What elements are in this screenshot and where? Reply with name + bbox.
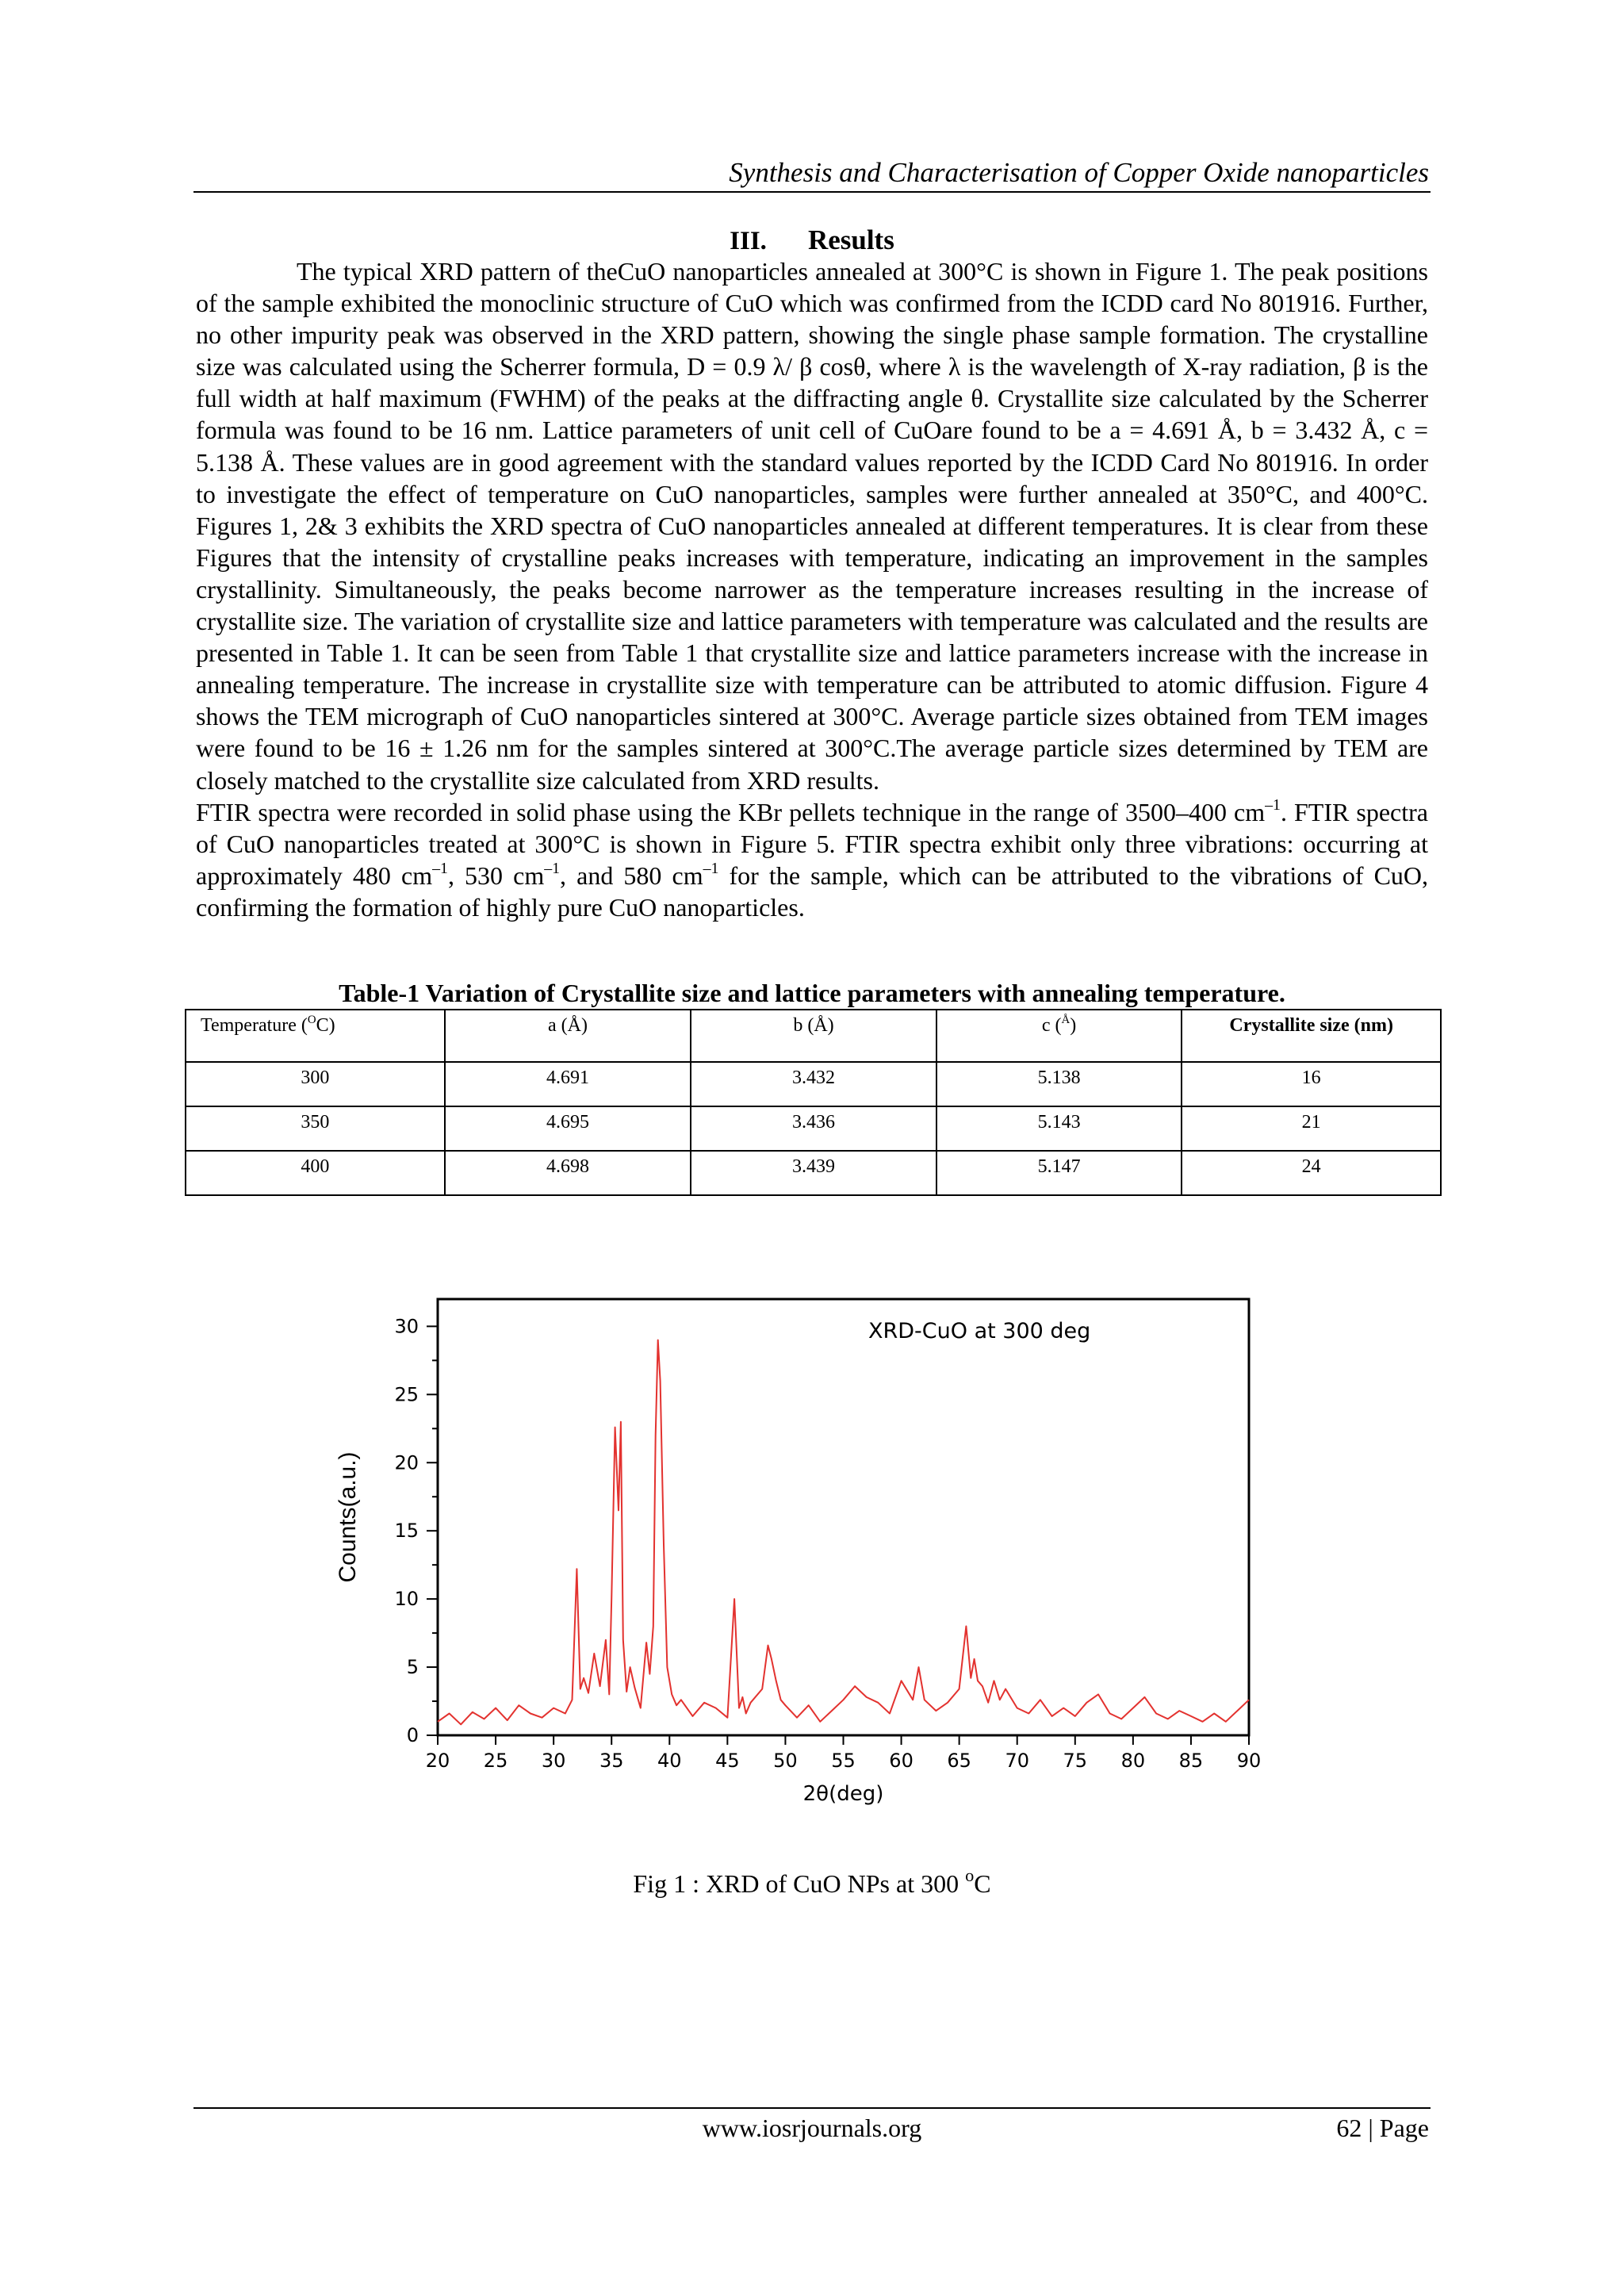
- crystallite-table: [185, 1009, 1442, 1196]
- cell-size: 21: [1182, 1106, 1441, 1151]
- x-tick-label: 85: [1178, 1750, 1204, 1772]
- x-tick-label: 30: [541, 1750, 566, 1772]
- chart-title: XRD-CuO at 300 deg: [868, 1319, 1091, 1343]
- cell-c: 5.143: [936, 1106, 1182, 1151]
- running-title: Synthesis and Characterisation of Copper Oxide nanoparticles: [729, 157, 1429, 188]
- y-tick-label: 5: [406, 1656, 419, 1679]
- paragraph-ftir: FTIR spectra were recorded in solid phase using the KBr pellets technique in the range of 3500–400 $cm^{-1}$. FTIR spectra of CuO nanoparticles treated at 300°C is shown in Figure 5. FTIR spectra exhibit only three vibrations: occurring at approximately 480 $cm^{-1}$, 530 $cm^{-1}$, and 580 $cm^{-1}$ for the sample, which can be attributed to the vibrations of CuO, confirming the formation of highly pure CuO nanoparticles.: [196, 795, 1429, 922]
- cell-c: 5.138: [936, 1062, 1182, 1106]
- table-row: [186, 1106, 1441, 1151]
- section-title: Results: [807, 224, 894, 255]
- figure-caption: Fig 1 : XRD of CuO NPs at 300 $^o$C: [633, 1865, 991, 1898]
- cell-c: 5.147: [936, 1151, 1182, 1195]
- x-tick-label: 90: [1236, 1750, 1262, 1772]
- y-tick-label: 0: [406, 1724, 419, 1746]
- cell-b: 3.432: [691, 1062, 936, 1106]
- footer-url: www.iosrjournals.org: [702, 2114, 922, 2142]
- cell-size: 24: [1182, 1151, 1441, 1195]
- cell-temperature: 300: [186, 1062, 445, 1106]
- x-tick-label: 35: [599, 1750, 624, 1772]
- section-number: III.: [730, 227, 767, 255]
- header-rule: [193, 191, 1431, 193]
- x-tick-label: 45: [715, 1750, 740, 1772]
- paragraph-xrd: The typical XRD pattern of theCuO nanoparticles annealed at 300°C is shown in Figure 1. The peak positions of the sample exhibited the monoclinic structure of CuO which was confirmed from the ICDD card No 801916. Further, no other impurity peak was observed in the XRD pattern, showing the single phase sample formation. The crystalline size was calculated using the Scherrer formula, D = 0.9 λ/ β cosθ, where λ is the wavelength of X-ray radiation, β is the full width at half maximum (FWHM) of the peaks at the diffracting angle θ. Crystallite size calculated by the Scherrer formula was found to be 16 nm. Lattice parameters of unit cell of CuOare found to be a = 4.691 Å, b = 3.432 Å, c = 5.138 Å. These values are in good agreement with the standard values reported by the ICDD Card No 801916. In order to investigate the effect of temperature on CuO nanoparticles, samples were further annealed at 350°C, and 400°C. Figures 1, 2& 3 exhibits the XRD spectra of CuO nanoparticles annealed at different temperatures. It is clear from these Figures that the intensity of crystalline peaks increases with temperature, indicating an improvement in the samples crystallinity. Simultaneously, the peaks become narrower as the temperature increases resulting in the increase of crystallite size. The variation of crystallite size and lattice parameters with temperature was calculated and the results are presented in Table 1. It can be seen from Table 1 that crystallite size and lattice parameters increase with the increase in annealing temperature. The increase in crystallite size with temperature can be attributed to atomic diffusion. Figure 4 shows the TEM micrograph of CuO nanoparticles sintered at 300°C. Average particle sizes obtained from TEM images were found to be 16 ± 1.26 nm for the samples sintered at 300°C.The average particle sizes determined by TEM are closely matched to the crystallite size calculated from XRD results.: [196, 257, 1429, 795]
- plot-frame: [438, 1299, 1249, 1735]
- y-tick-label: 30: [394, 1315, 419, 1338]
- header-temperature: Temperature ($^O$C): [186, 1010, 445, 1062]
- header-crystallite-size: Crystallite size (nm): [1182, 1010, 1441, 1062]
- x-tick-label: 25: [483, 1750, 508, 1772]
- cell-a: 4.695: [445, 1106, 691, 1151]
- x-tick-label: 80: [1120, 1750, 1146, 1772]
- header-c: c ($^Å$): [936, 1010, 1182, 1062]
- x-tick-label: 70: [1005, 1750, 1029, 1772]
- y-tick-label: 20: [394, 1451, 419, 1474]
- cell-b: 3.439: [691, 1151, 936, 1195]
- page-number: 62 | Page: [1336, 2114, 1429, 2142]
- cell-b: 3.436: [691, 1106, 936, 1151]
- cell-size: 16: [1182, 1062, 1441, 1106]
- cell-a: 4.691: [445, 1062, 691, 1106]
- table-caption: Table-1 Variation of Crystallite size and lattice parameters with annealing temperature.: [339, 979, 1285, 1007]
- cell-temperature: 400: [186, 1151, 445, 1195]
- x-tick-label: 60: [889, 1750, 914, 1772]
- xrd-series-line: [438, 1340, 1249, 1725]
- x-axis-label: 2θ(deg): [802, 1782, 884, 1806]
- y-axis-label: Counts(a.u.): [335, 1451, 361, 1583]
- table-row: [186, 1062, 1441, 1106]
- x-tick-label: 65: [947, 1750, 971, 1772]
- x-tick-label: 75: [1063, 1750, 1088, 1772]
- body-text: [196, 255, 1428, 923]
- xrd-chart: [301, 1277, 1285, 1824]
- x-tick-label: 40: [657, 1750, 682, 1772]
- x-tick-label: 20: [425, 1750, 450, 1772]
- header-a: a (Å): [445, 1010, 691, 1062]
- section-heading: [0, 223, 1624, 259]
- header-b: b (Å): [691, 1010, 936, 1062]
- y-tick-label: 15: [394, 1520, 419, 1543]
- table-row: [186, 1151, 1441, 1195]
- x-tick-label: 50: [773, 1750, 798, 1772]
- y-tick-label: 10: [394, 1588, 419, 1611]
- cell-a: 4.698: [445, 1151, 691, 1195]
- cell-temperature: 350: [186, 1106, 445, 1151]
- table-header-row: [186, 1010, 1441, 1062]
- footer-rule: [193, 2107, 1431, 2109]
- x-tick-label: 55: [831, 1750, 856, 1772]
- y-tick-label: 25: [394, 1383, 419, 1406]
